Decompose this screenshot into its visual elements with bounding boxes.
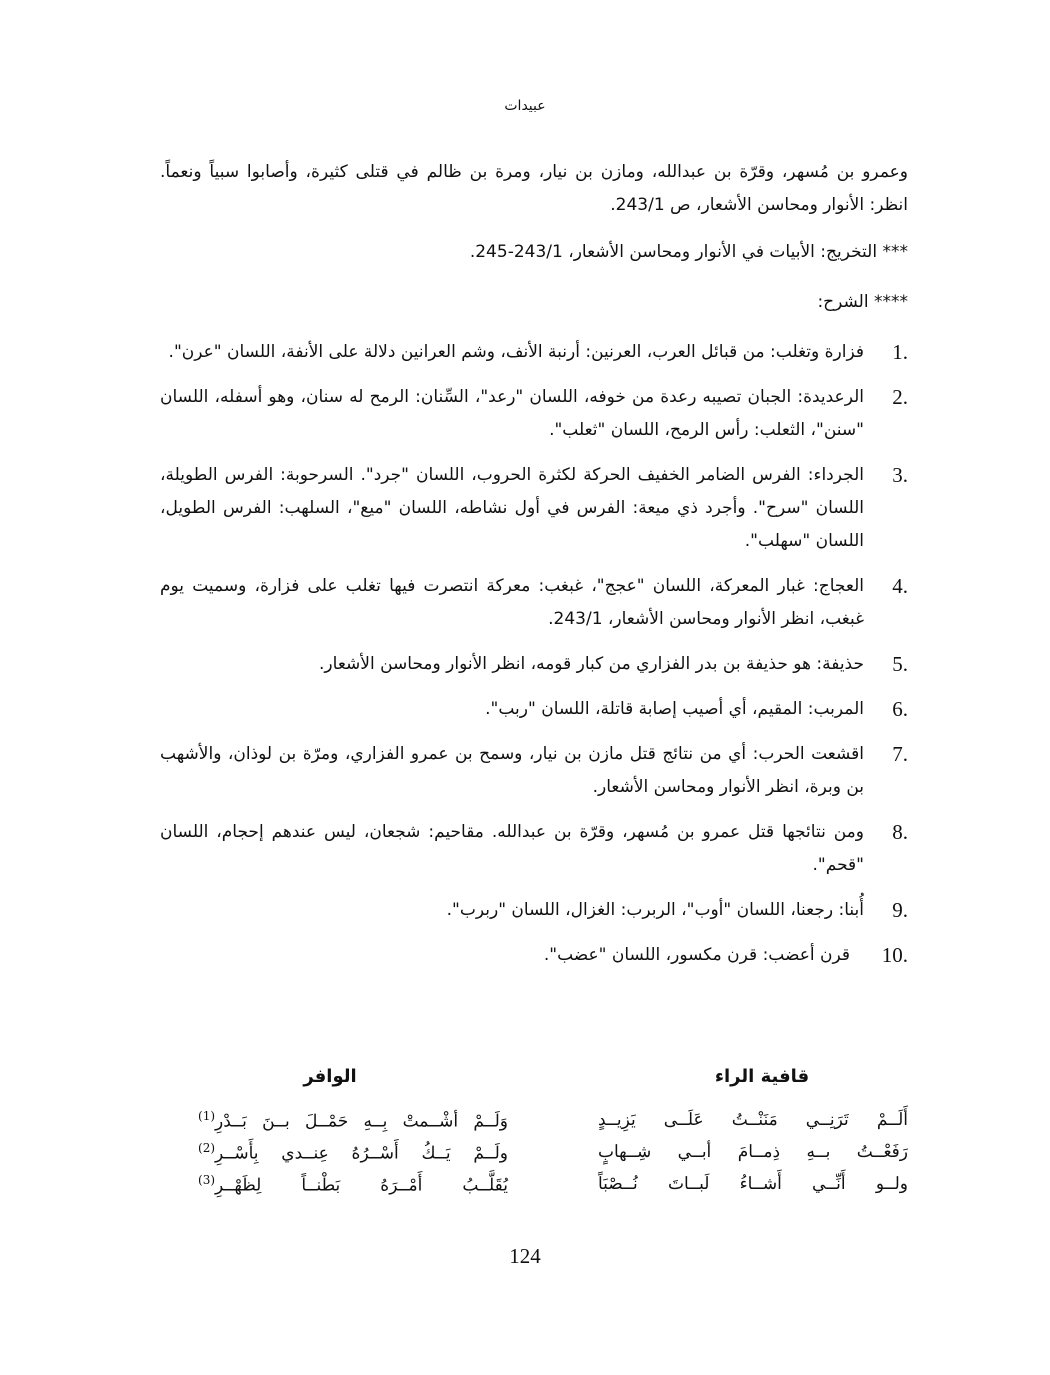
- note-number: 5.: [892, 652, 908, 676]
- takhrij-line: *** التخريج: الأبيات في الأنوار ومحاسن الأشعار، 243/1-245.: [469, 242, 908, 262]
- note-item: [160, 459, 908, 558]
- note-text: اقشعت الحرب: أي من نتائج قتل مازن بن نيار، وسمح بن عمرو الفزاري، ومرّة بن لوذان، والأشهب بن وبرة، انظر الأنوار ومحاسن الأشعار.: [160, 744, 864, 797]
- verse-line: [160, 1142, 908, 1174]
- note-text: أُبنا: رجعنا، اللسان "أوب"، الربرب: الغزال، اللسان "ربرب".: [446, 900, 864, 920]
- note-text: قرن أعضب: قرن مكسور، اللسان "عضب".: [543, 945, 850, 965]
- verse-ajz: [198, 1110, 508, 1142]
- page-number: 124: [509, 1244, 541, 1268]
- note-number: 3.: [892, 463, 908, 487]
- verse-line: [160, 1110, 908, 1142]
- note-number: 7.: [892, 742, 908, 766]
- verse-ajz: [198, 1142, 508, 1174]
- sharh-heading: **** الشرح:: [817, 292, 908, 312]
- note-item: [160, 894, 908, 927]
- note-number: 9.: [892, 898, 908, 922]
- note-item: [160, 693, 908, 726]
- note-number: 2.: [892, 385, 908, 409]
- verse-ajz-text: يُقَلَّــبُ أَمْــرَهُ بَطْنــاً لِظَهْــرِ: [215, 1175, 508, 1196]
- note-text: المربب: المقيم، أي أصيب إصابة قاتلة، اللسان "ربب".: [485, 699, 864, 719]
- footnote-marker: (3): [198, 1173, 216, 1187]
- note-text: ومن نتائجها قتل عمرو بن مُسهر، وقرّة بن عبدالله. مقاحيم: شجعان، ليس عندهم إحجام، اللسان "قحم".: [160, 822, 864, 875]
- note-item: [160, 816, 908, 882]
- note-text: فزارة وتغلب: من قبائل العرب، العرنين: أرنبة الأنف، وشم العرانين دلالة على الأنفة، اللسان "عرن".: [168, 342, 864, 362]
- qafiya-heading: قافية الراء: [714, 1066, 810, 1087]
- verse-sadr: أَلَــمْ تَرَنِــي مَنَنْــتُ عَلَــى يَزِيــدٍ: [598, 1110, 908, 1130]
- verse-sadr: ولــو أَنِّــي أَشــاءُ لَبــاتَ نُــصْبَاً: [598, 1174, 908, 1194]
- running-head: عبيدات: [504, 98, 546, 114]
- note-number: 10.: [881, 943, 908, 967]
- note-number: 8.: [892, 820, 908, 844]
- note-number: 4.: [892, 574, 908, 598]
- intro-paragraph: وعمرو بن مُسهر، وقرّة بن عبدالله، ومازن بن نيار، ومرة بن ظالم في قتلى كثيرة، وأصابوا سبياً ونعماً. انظر: الأنوار ومحاسن الأشعار، ص 243/1.: [160, 162, 908, 215]
- note-text: الرعديدة: الجبان تصيبه رعدة من خوفه، اللسان "رعد"، السِّنان: الرمح له سنان، وهو أسفله، اللسان "سنن"، الثعلب: رأس الرمح، اللسان "ثعلب".: [160, 387, 864, 440]
- verse-line: [160, 1174, 908, 1206]
- verse-ajz-text: ولَــمْ يَــكُ أَسْــرُهُ عِنــدي بِأَسْــرِ: [215, 1143, 508, 1164]
- note-number: 1.: [892, 340, 908, 364]
- note-item: [160, 738, 908, 804]
- note-item: [160, 381, 908, 447]
- note-item: [160, 648, 908, 681]
- note-item: [160, 336, 908, 369]
- notes-list: [160, 336, 908, 984]
- footnote-marker: (2): [198, 1141, 216, 1155]
- bahr-heading: الوافر: [303, 1066, 357, 1087]
- note-number: 6.: [892, 697, 908, 721]
- note-text: العجاج: غبار المعركة، اللسان "عجج"، غبغب: معركة انتصرت فيها تغلب على فزارة، وسميت يوم غبغب، انظر الأنوار ومحاسن الأشعار، 243/1.: [160, 576, 864, 629]
- note-text: الجرداء: الفرس الضامر الخفيف الحركة لكثرة الحروب، اللسان "جرد". السرحوبة: الفرس الطويلة، اللسان "سرح". وأجرد ذي ميعة: الفرس في أول نشاطه، اللسان "ميع"، السلهب: الفرس الطويل، اللسان "سهلب".: [160, 465, 864, 551]
- verse-ajz-text: وَلَــمْ أشْــمتْ بِــهِ حَمْــلَ بــنَ بَــدْرِ: [215, 1111, 508, 1132]
- verse-ajz: [198, 1174, 508, 1206]
- note-item: [160, 939, 908, 972]
- poem-block: [160, 1110, 908, 1206]
- note-text: حذيفة: هو حذيفة بن بدر الفزاري من كبار قومه، انظر الأنوار ومحاسن الأشعار.: [319, 654, 864, 674]
- note-item: [160, 570, 908, 636]
- footnote-marker: (1): [198, 1109, 216, 1123]
- verse-sadr: رَفَعْــتُ بــهِ ذِمــامَ أبــي شِــهابٍ: [598, 1142, 908, 1162]
